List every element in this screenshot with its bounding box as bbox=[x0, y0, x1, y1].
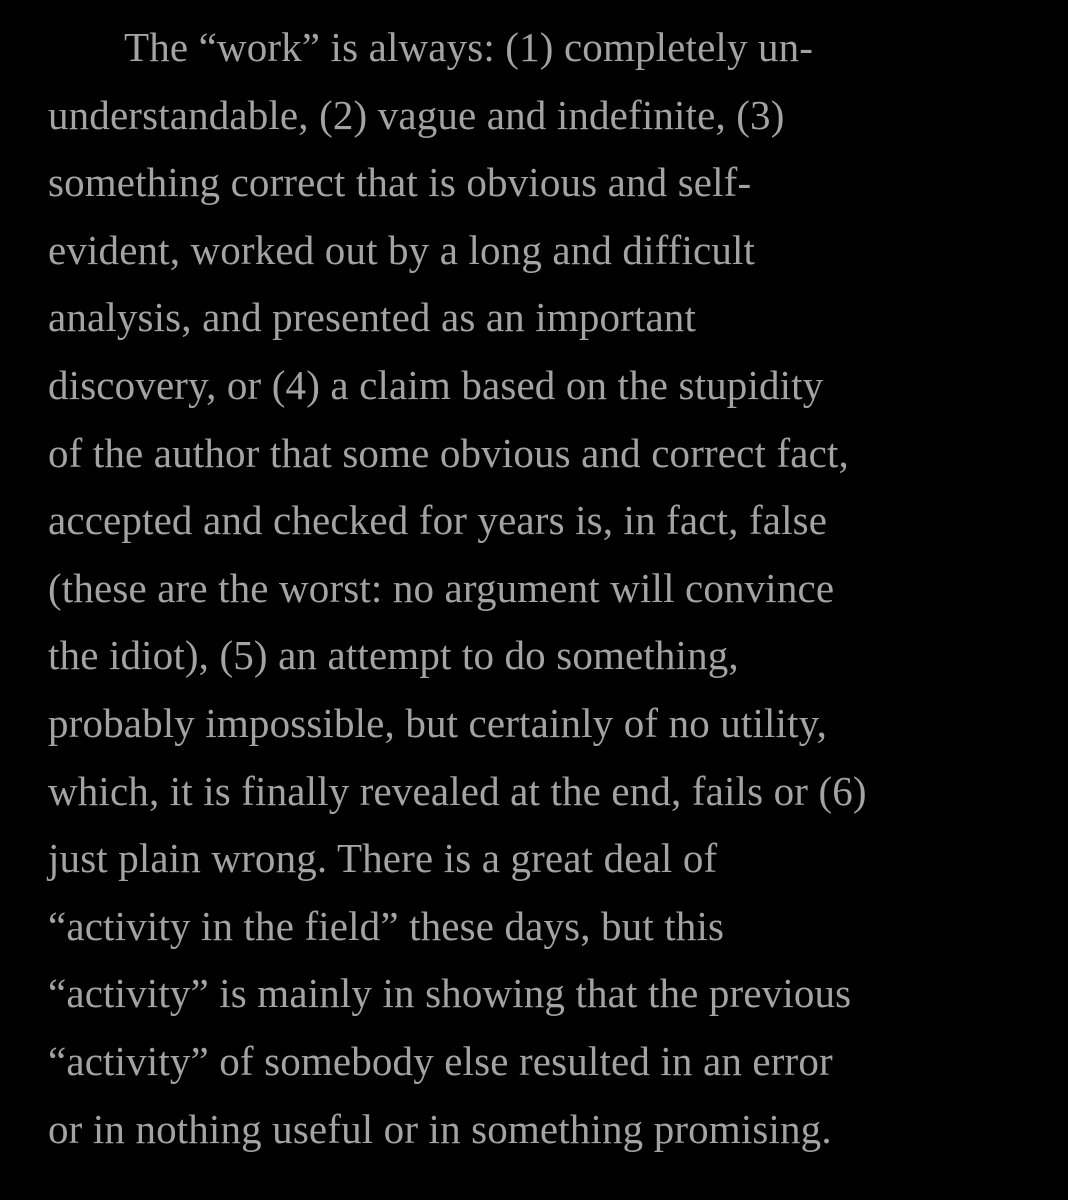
passage-line-5: analysis, and presented as an important bbox=[48, 294, 696, 341]
passage-line-11: probably impossible, but certainly of no utility, bbox=[48, 699, 828, 746]
text-passage bbox=[48, 14, 1058, 1163]
passage-line-10: the idiot), (5) an attempt to do something, bbox=[48, 632, 739, 679]
passage-line-17: or in nothing useful or in something promising. bbox=[48, 1105, 832, 1152]
passage-line-4: evident, worked out by a long and difficult bbox=[48, 226, 756, 273]
passage-line-15: “activity” is mainly in showing that the previous bbox=[48, 970, 852, 1017]
passage-line-9: (these are the worst: no argument will convince bbox=[48, 564, 835, 611]
passage-line-13: just plain wrong. There is a great deal of bbox=[48, 835, 718, 882]
passage-line-14: “activity in the field” these days, but this bbox=[48, 902, 725, 949]
passage-line-3: something correct that is obvious and self- bbox=[48, 159, 752, 206]
passage-line-8: accepted and checked for years is, in fact, false bbox=[48, 497, 828, 544]
passage-line-12: which, it is finally revealed at the end, fails or (6) bbox=[48, 767, 867, 814]
passage-line-7: of the author that some obvious and correct fact, bbox=[48, 429, 849, 476]
passage-line-1: The “work” is always: (1) completely un- bbox=[124, 24, 814, 70]
passage-line-16: “activity” of somebody else resulted in an error bbox=[48, 1037, 833, 1084]
passage-line-2: understandable, (2) vague and indefinite, (3) bbox=[48, 91, 785, 138]
passage-line-6: discovery, or (4) a claim based on the stupidity bbox=[48, 361, 824, 408]
